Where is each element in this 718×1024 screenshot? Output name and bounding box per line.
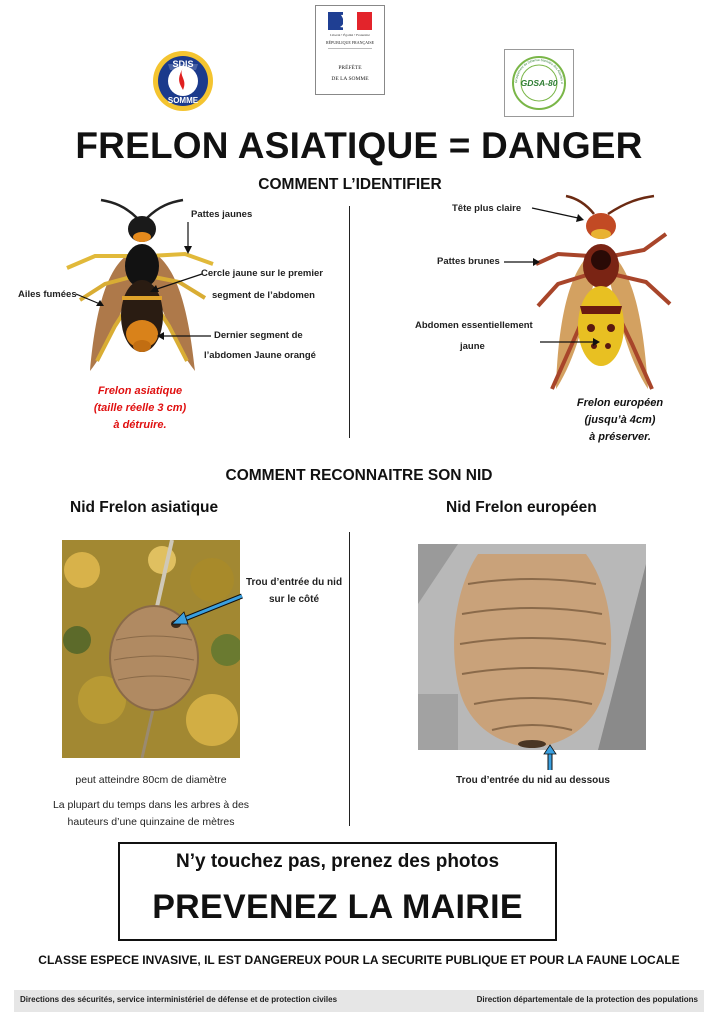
asian-wings-label: Ailes fumées [18, 289, 77, 300]
marianne-flag-icon [328, 12, 372, 30]
prefecture-motto: Liberté • Égalité • Fraternité [330, 33, 370, 37]
european-legs-arrow [502, 255, 542, 269]
asian-last-label-2: l’abdomen Jaune orangé [204, 350, 316, 361]
invasive-warning: CLASSE ESPECE INVASIVE, IL EST DANGEREUX POUR LA SECURITE PUBLIQUE ET POUR LA FAUNE LOCALE [38, 953, 680, 967]
footer-right: Direction départementale de la protection des populations [476, 995, 698, 1004]
asian-nest-title: Nid Frelon asiatique [70, 499, 219, 516]
asian-nest-location: La plupart du temps dans les arbres à des hauteurs d’une quinzaine de mètres [52, 799, 250, 828]
asian-ring-label-2: segment de l’abdomen [212, 290, 315, 301]
asian-ring-arrow [148, 272, 204, 296]
asian-caption: Frelon asiatique (taille réelle 3 cm) à détruire. [93, 385, 187, 431]
nest-divider [349, 532, 350, 826]
call-line-2: PREVENEZ LA MAIRIE [152, 888, 523, 926]
european-abdomen-label-2: jaune [460, 341, 485, 352]
asian-nest-size: peut atteindre 80cm de diamètre [75, 774, 227, 786]
call-to-action-box [118, 842, 557, 941]
asian-last-arrow [155, 328, 213, 344]
european-head-label: Tête plus claire [452, 203, 522, 214]
european-abdomen-arrow [538, 335, 602, 349]
sdis-top-text: SDIS [172, 59, 194, 69]
gdsa-center-text: GDSA-80 [520, 78, 558, 88]
asian-wings-arrow [76, 292, 106, 308]
identify-heading: COMMENT L’IDENTIFIER [258, 176, 442, 193]
call-line-1: N’y touchez pas, prenez des photos [175, 851, 500, 872]
nest-heading: COMMENT RECONNAITRE SON NID [225, 467, 493, 484]
asian-ring-label-1: Cercle jaune sur le premier [201, 268, 323, 279]
footer-bar [14, 990, 704, 1012]
asian-nest-entry: Trou d’entrée du nid sur le côté [245, 577, 343, 605]
prefecture-name: PRÉFÈTE DE LA SOMME [331, 65, 369, 82]
european-nest-entry-arrow [542, 744, 558, 772]
identify-divider [349, 206, 350, 438]
european-hornet-image [528, 194, 698, 404]
asian-last-label-1: Dernier segment de [214, 330, 303, 341]
sdis-logo [150, 50, 216, 112]
european-nest-title: Nid Frelon européen [446, 499, 597, 516]
european-nest-image [418, 544, 646, 750]
page-title: FRELON ASIATIQUE = DANGER [75, 125, 643, 166]
prefecture-logo [315, 5, 385, 95]
footer-left: Directions des sécurités, service interministériel de défense et de protection civiles [20, 995, 338, 1004]
gdsa-logo [504, 49, 574, 117]
european-head-arrow [530, 204, 586, 222]
asian-legs-label: Pattes jaunes [191, 209, 253, 220]
gdsa-ring-text: Groupement de Défense Sanitaire des Abeilles d [513, 57, 565, 84]
european-nest-entry: Trou d’entrée du nid au dessous [456, 775, 610, 786]
european-abdomen-label-1: Abdomen essentiellement [415, 320, 533, 331]
sdis-bottom-text: SOMME [167, 96, 199, 105]
asian-nest-entry-arrow [168, 592, 248, 628]
european-caption: Frelon européen (jusqu’à 4cm) à préserver. [576, 397, 664, 443]
prefecture-republic: RÉPUBLIQUE FRANÇAISE [325, 40, 375, 45]
asian-legs-arrow [182, 220, 194, 255]
asian-nest-image [62, 540, 240, 758]
european-legs-label: Pattes brunes [437, 256, 500, 267]
